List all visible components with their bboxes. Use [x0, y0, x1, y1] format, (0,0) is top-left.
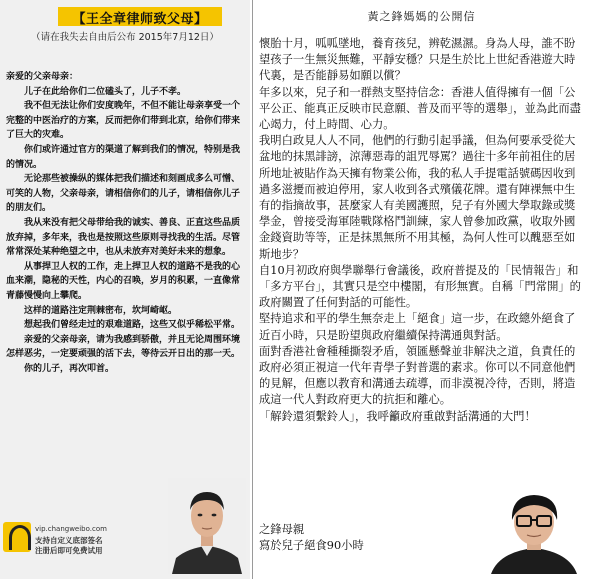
- left-salutation: 亲爱的父亲母亲：: [6, 72, 79, 82]
- right-signature: [259, 522, 364, 554]
- left-paragraph: 我从来没有把父母带给我的诚实、善良、正直这些品质放弃掉，多年来，我也是按照这些原则寻找我的生活。尽管常常深处某种绝望之中，也从未放弃对美好未来的想象。: [6, 217, 241, 258]
- watermark-brand: [0, 518, 120, 570]
- left-title: 【王全章律师致父母】: [72, 12, 208, 27]
- right-paragraph: 我明白政見人人不同，他們的行動引起爭議，但為何要承受從大盆地的抹黑誹謗，涼薄惡毒的詛咒辱罵？過往十多年前祖住的居所地址被貼作為天擁有物業公佈，我的私人手提電話號碼因收到過多滋擾而被迫停用，家人收到各式殯儀花牌。還有陣裸無中生有的指摘故事，甚麼家人有美國護照，兒子有外國大學取錄或獎學金，曾接受海軍陸戰隊格鬥訓練，家人曾參加政黨，收取外國金錢資助等等，正是抹黑無所不用其極，為何人性可以醜惡至如斯地步？: [259, 134, 576, 261]
- right-title: 黃之鋒媽媽的公開信: [367, 10, 476, 23]
- right-paragraph: 「解鈴還須繫鈴人」，我呼籲政府重啟對話溝通的大門！: [259, 409, 536, 423]
- horseshoe-logo-icon: [3, 522, 31, 552]
- right-letter-body: [259, 36, 584, 425]
- left-subtitle: （请在我失去自由后公布 2015年7月12日）: [31, 32, 219, 43]
- brand-line-2: 注册后即可免费试用: [35, 546, 103, 555]
- left-paragraph: 从事捍卫人权的工作，走上捍卫人权的道路不是我的心血来潮，隐秘的天性，内心的召唤，岁月的积累，一直像常青藤慢慢向上攀爬。: [6, 261, 241, 301]
- right-paragraph: 面對香港社會種種撕裂矛盾，領匯懸聲並非解決之道，負責任的政府必須正視這一代年青學子對普選的素求。你可以不同意他們的見解，但應以教育和溝通去疏導，而非漠視冷待，否則，將造成這一代人對政府更大的抗拒和離心。: [259, 344, 576, 407]
- left-paragraph: 这样的道路注定荆棘密布，坎坷崎岖。: [24, 305, 178, 316]
- left-paragraph: 无论那些被操纵的媒体把我们描述和刻画成多么可憎、可笑的人物，父亲母亲，请相信你们的儿子，请相信你儿子的朋友们。: [6, 174, 241, 214]
- left-letter-body: [6, 70, 246, 376]
- left-paragraph: 亲爱的父亲母亲，请为我感到骄傲，并且无论周围环境怎样恶劣，一定要顽强的活下去，等待云开日出的那一天。: [6, 334, 241, 360]
- student-portrait-photo: [481, 486, 587, 574]
- left-title-banner: [58, 7, 222, 26]
- right-letter-panel: [252, 0, 589, 579]
- right-paragraph: 堅持追求和平的學生無奈走上「絕食」這一步，在政總外絕食了近百小時，只是盼望與政府繼續保持溝通與對話。: [259, 312, 576, 342]
- left-paragraph: 想起我们曾经走过的艰难道路，这些又似乎稀松平常。: [24, 320, 241, 331]
- right-sign-date: 寫於兒子絕食90小時: [259, 539, 364, 553]
- right-paragraph: 自10月初政府與學聯舉行會議後，政府普提及的「民情報告」和「多方平台」，其實只是空中樓閣，有形無實。自稱「門常開」的政府關置了任何對話的可能性。: [259, 263, 581, 310]
- left-paragraph: 儿子在此给你们二位磕头了，儿子不孝。: [24, 86, 187, 97]
- brand-url: vip.changweibo.com: [35, 525, 107, 533]
- author-portrait-photo: [168, 478, 246, 574]
- left-letter-panel: [0, 0, 250, 579]
- left-paragraph: 你们或许通过官方的渠道了解到我们的情况，特别是我的情况。: [6, 144, 241, 170]
- brand-line-1: 支持自定义底部签名: [35, 536, 103, 545]
- left-paragraph: 我不但无法让你们安度晚年，不但不能让母亲享受一个完整的中医治疗的方案，反而把你们带到北京，给你们带来了巨大的灾难。: [6, 101, 241, 141]
- left-signoff: 你的儿子，再次叩首。: [24, 363, 115, 374]
- right-paragraph: 懷胎十月，呱呱墜地，養育孩兒，辨乾濕濕。身為人母，誰不盼望孩子一生無災無難，平靜安穩？只是生於比上世紀香港遊大時代裏，是否能靜易如願以償？: [259, 37, 576, 83]
- right-paragraph: 年多以來，兒子和一群熱支堅持信念：香港人值得擁有一個「公平公正、能真正反映市民意願、普及而平等的選舉」，並為此而盡心竭力，付上時間、心力。: [259, 85, 581, 132]
- right-sign-name: 之鋒母親: [259, 523, 305, 536]
